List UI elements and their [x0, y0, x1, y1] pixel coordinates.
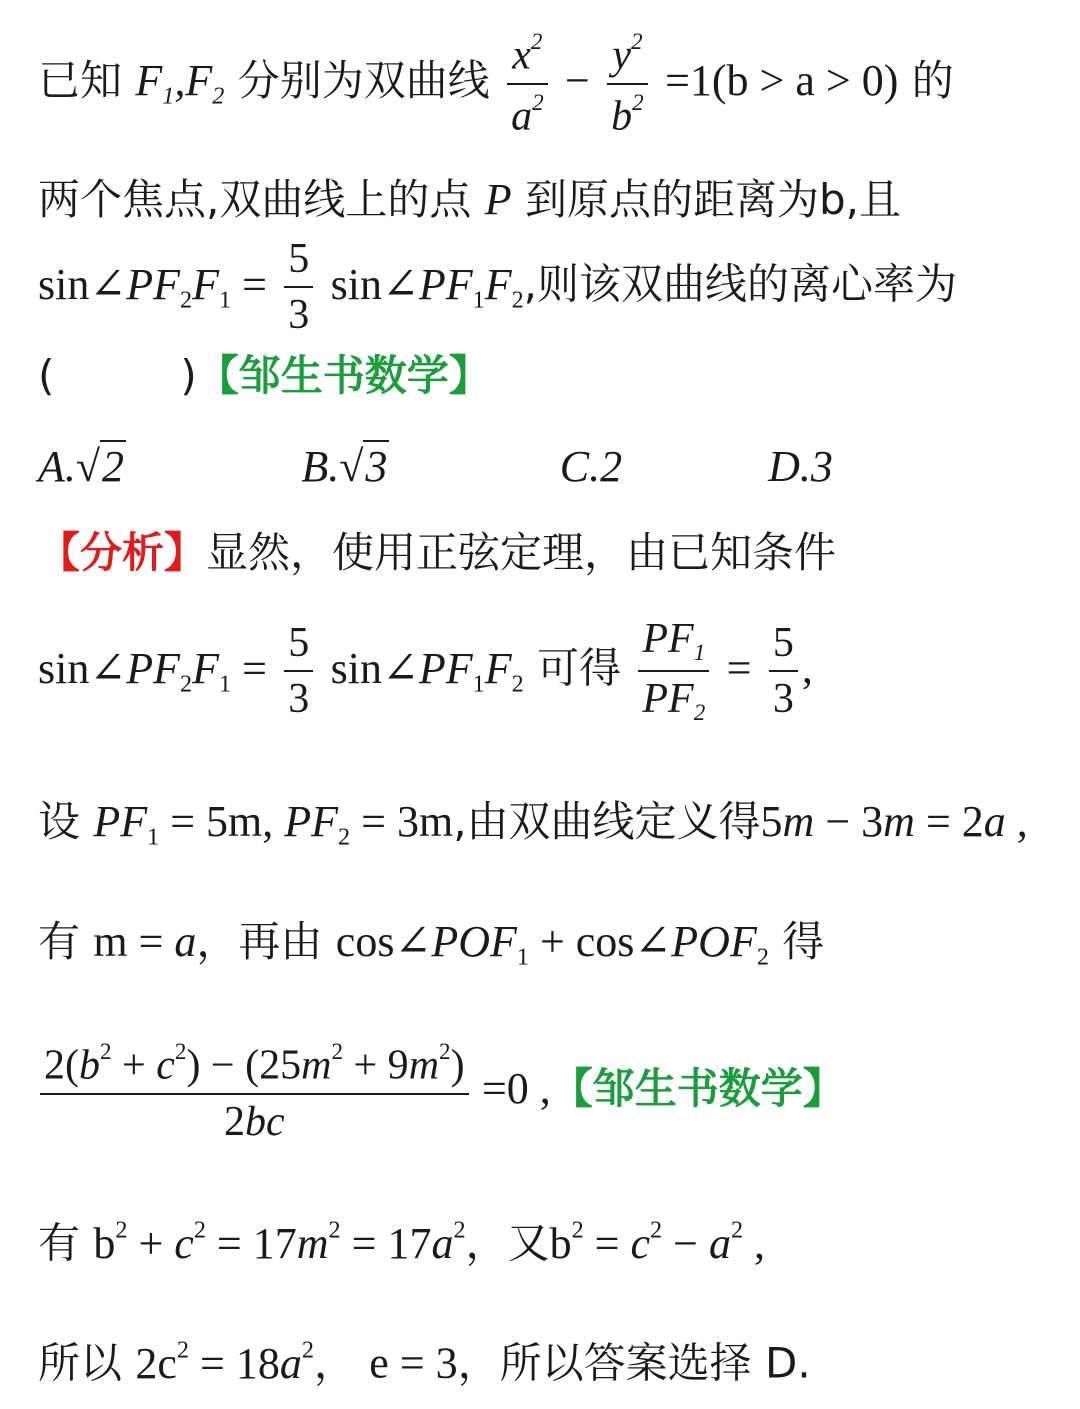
conclusion-mid: ，	[313, 1338, 356, 1388]
options-row	[38, 442, 833, 491]
brand-watermark-2: 【邹生书数学】	[550, 1063, 845, 1113]
analysis-line-3: 设 $PF_1 = 5m$, $PF_2 = 3m$,由双曲线定义得5m − 3m = 2a ,	[38, 797, 1028, 851]
line-b-mid: ，又	[465, 1218, 550, 1268]
line2b-text: 到原点的距离为b,且	[524, 175, 901, 224]
line2-text: 两个焦点,双曲线上的点	[38, 175, 472, 224]
fraction-5-3-b: $\frac{5}{3}$	[284, 622, 313, 720]
option-b: B.√3	[301, 442, 388, 491]
eq-zero: =0 ,	[481, 1063, 551, 1113]
question-line-1: 已知 $F_1,F_2$ 分别为双曲线 $\frac{x^2}{a^2}$ − $\frac{y^2}{b^2}$ =1(b > a > 0) 的	[38, 28, 954, 140]
option-d: D.3	[768, 442, 833, 491]
option-a: A.√2	[38, 442, 125, 491]
analysis-line-6: 有 $b^2 + c^2 = 17m^2 = 17a^2$，又$b^2 = c^2 - a^2$ ,	[38, 1216, 766, 1268]
have-cont: ，再由	[196, 917, 323, 966]
question-line-2: 两个焦点,双曲线上的点 P 到原点的距离为b,且	[38, 175, 901, 224]
fraction-x2-a2: $\frac{x^2}{a^2}$	[507, 30, 548, 137]
brand-watermark-1: 【邹生书数学】	[196, 351, 491, 400]
answer-paren: ( )	[38, 351, 197, 400]
de-char: 的	[911, 56, 954, 106]
analysis-line-5	[40, 1040, 845, 1143]
analysis-line-4: 有 m = a，再由 $\cos\angle POF_1$ + $\cos\angle POF_2$ 得	[38, 917, 825, 971]
foci-symbols: $F_1,F_2$	[135, 56, 225, 110]
analysis-line-7: 所以 $2c^2 = 18a^2$， e = 3，所以答案选择 D.	[38, 1336, 811, 1388]
fraction-cosine-sum: $\frac{2(b^2 + c^2) - (25m^2 + 9m^2)}{2bc}$	[40, 1040, 469, 1143]
conclusion-prefix: 所以	[38, 1338, 123, 1388]
option-c: C.2	[559, 442, 623, 491]
line3-end: ,则该双曲线的离心率为	[523, 259, 958, 309]
have-text: 有	[38, 917, 81, 966]
fraction-5-3-c: $\frac{5}{3}$	[769, 622, 798, 720]
analysis-tag: 【分析】	[38, 528, 207, 577]
fraction-y2-b2: $\frac{y^2}{b^2}$	[607, 30, 648, 137]
set-prefix: 设	[38, 797, 81, 846]
analysis-intro: 显然，使用正弦定理，由已知条件	[206, 528, 837, 577]
fraction-5-3: $\frac{5}{3}$	[284, 238, 313, 336]
kede-text: 可得	[537, 643, 622, 693]
de-text: 得	[782, 917, 825, 966]
line-b-text: 有	[38, 1218, 81, 1268]
hyperbola-tail: =1(b > a > 0)	[665, 56, 899, 106]
given-intro: 已知	[38, 56, 123, 106]
eccentricity: e = 3	[369, 1338, 458, 1388]
set-mid: ,由双曲线定义得	[453, 797, 761, 846]
analysis-line-1	[38, 528, 837, 577]
analysis-line-2: $\sin\angle PF_2F_1$ = $\frac{5}{3}$ $\sin\angle PF_1F_2$ 可得 $\frac{PF_1}{PF_2}$ = $\frac{5}{3}$ ,	[38, 616, 813, 726]
foci-text: 分别为双曲线	[237, 56, 490, 106]
question-line-3: $\sin\angle PF_2F_1$ = $\frac{5}{3}$ $\sin\angle PF_1F_2$,则该双曲线的离心率为	[38, 236, 958, 338]
conclusion-end: ，所以答案选择 D.	[457, 1338, 811, 1388]
question-line-4	[38, 351, 491, 400]
fraction-pf1-pf2: $\frac{PF_1}{PF_2}$	[638, 618, 709, 724]
